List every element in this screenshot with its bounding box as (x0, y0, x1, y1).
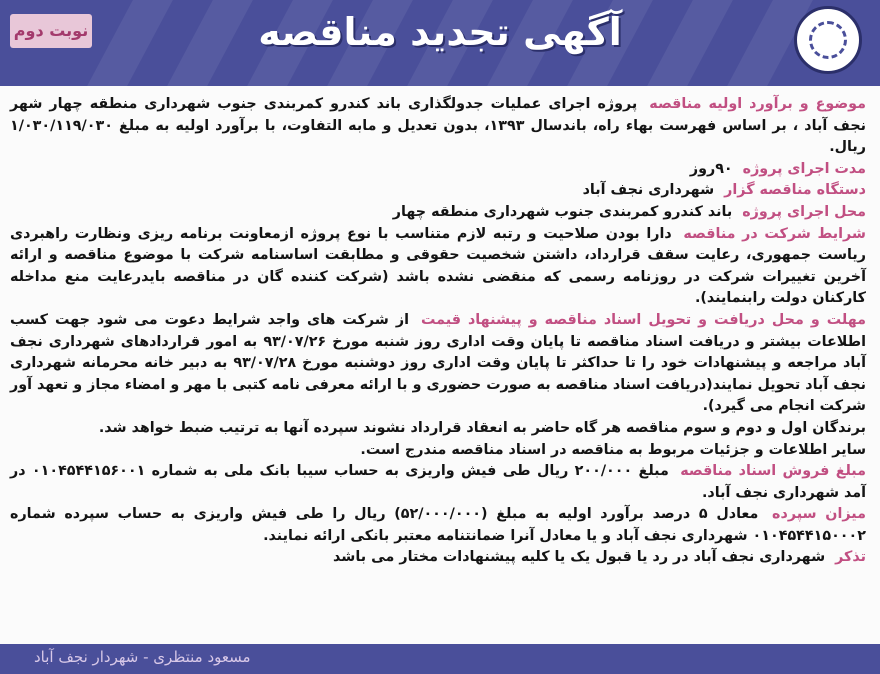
conditions-paragraph (10, 224, 866, 310)
subject-text: پروژه اجرای عملیات جدولگذاری باند کندرو کمربندی جنوب شهرداری منطقه چهار شهر نجف آباد ، بر اساس فهرست بهاء راه، باندسال ۱۳۹۳، بدون تعدیل و مابه التفاوت، با برآورد اولیه به مبلغ ۱/۰۳۰/۱۱۹/۰۳۰ ریال. (10, 96, 866, 156)
note-text: شهرداری نجف آباد در رد یا قبول یک یا کلیه پیشنهادات مختار می باشد (333, 549, 826, 566)
deadline-text: از شرکت های واجد شرایط دعوت می شود جهت کسب اطلاعات بیشتر و دریافت اسناد مناقصه تا پایان وقت اداری روز شنبه مورخ ۹۳/۰۷/۲۶ به امور قراردادهای شهرداری نجف آباد مراجعه و پیشنهادات خود را تا حداکثر تا پایان وقت اداری روز دوشنبه مورخ ۹۳/۰۷/۲۸ به دبیر خانه محرمانه شهرداری نجف آباد تحویل نمایند(دریافت اسناد مناقصه به صورت حضوری و با ارائه معرفی نامه کتبی با مهر و امضاء مجاز و تعهد آور شرکت انجام می گیرد). (10, 311, 866, 415)
subject-label: موضوع و برآورد اولیه مناقصه (649, 96, 866, 112)
location-label: محل اجرای پروژه (742, 203, 866, 220)
deadline-paragraph (10, 310, 866, 418)
note-label: تذکر (835, 549, 866, 566)
price-paragraph (10, 461, 866, 504)
deadline-label: مهلت و محل دریافت و تحویل اسناد مناقصه و پیشنهاد قیمت (421, 311, 866, 328)
deposit-paragraph (10, 504, 866, 547)
duration-text: ۹۰روز (689, 160, 733, 177)
duration-paragraph (10, 159, 866, 181)
winners-paragraph: برندگان اول و دوم و سوم مناقصه هر گاه حاضر به انعقاد قرارداد نشوند سپرده آنها به ترتیب ضبط خواهد شد. (98, 419, 866, 436)
conditions-text: دارا بودن صلاحیت و رتبه لازم متناسب با نوع پروژه ازمعاونت برنامه ریزی ونظارت راهبردی ریاست جمهوری، رعایت سقف قرارداد، داشتن شخصیت حقوقی و مطابقت اساسنامه شرکت با موضوع مناقصه و ارائه آخرین تغییرات شرکت در روزنامه رسمی که منقضی نشده باشد (شرکت کننده گان در مناقصه بایدرعایت منع مداخله کارکنان دولت رابنمایند). (10, 225, 866, 307)
info-paragraph: سایر اطلاعات و جزئیات مربوط به مناقصه در اسناد مناقصه مندرج است. (360, 441, 866, 458)
location-paragraph (10, 202, 866, 224)
header-banner (0, 0, 880, 86)
authority-paragraph (10, 180, 866, 202)
price-text: مبلغ ۲۰۰/۰۰۰ ریال طی فیش واریزی به حساب سیبا بانک ملی به شماره ۰۱۰۴۵۴۴۱۵۶۰۰۱ در آمد شهرداری نجف آباد. (10, 463, 866, 501)
notice-body (10, 94, 866, 569)
location-text: باند کندرو کمربندی جنوب شهرداری منطقه چهار (392, 203, 733, 220)
deposit-label: میزان سپرده (772, 506, 866, 523)
municipality-logo-icon (794, 6, 862, 74)
footer-banner (0, 644, 880, 674)
authority-label: دستگاه مناقصه گزار (724, 182, 866, 199)
deposit-text: معادل ۵ درصد برآورد اولیه به مبلغ (۵۲/۰۰۰/۰۰۰) ریال را طی فیش واریزی به حساب سپرده شماره ۰۱۰۴۵۴۴۱۵۰۰۰۲ شهرداری نجف آباد و یا معادل آنرا ضمانتنامه معتبر بانکی ارائه نمایند. (10, 506, 866, 544)
authority-text: شهرداری نجف آباد (582, 182, 715, 199)
duration-label: مدت اجرای پروژه (742, 160, 866, 177)
price-label: مبلغ فروش اسناد مناقصه (680, 463, 866, 480)
notice-title: آگهی تجدید مناقصه (258, 10, 622, 54)
footer-signature: مسعود منتظری - شهردار نجف آباد (34, 648, 251, 666)
note-paragraph (10, 547, 866, 569)
subject-paragraph (10, 94, 866, 159)
conditions-label: شرایط شرکت در مناقصه (683, 225, 866, 242)
issue-badge: نوبت دوم (10, 14, 92, 48)
